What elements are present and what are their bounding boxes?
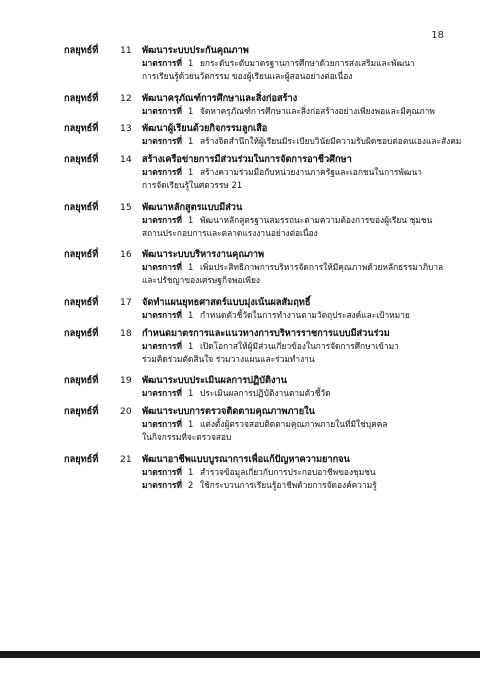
measure-text: เพิ่มประสิทธิภาพการบริหารจัดการให้มีคุณภาพด้วยหลักธรรมาภิบาล	[200, 262, 444, 273]
measure-row	[142, 105, 456, 118]
strategy-label: กลยุทธ์ที่	[64, 92, 99, 104]
strategy-block	[64, 453, 456, 497]
strategy-label: กลยุทธ์ที่	[64, 296, 99, 308]
measure-number: 1	[188, 136, 194, 147]
strategy-heading	[64, 122, 456, 135]
strategy-title: พัฒนาผู้เรียนด้วยกิจกรรมลูกเสือ	[142, 123, 268, 135]
measure-number: 1	[188, 105, 194, 116]
strategy-label: กลยุทธ์ที่	[64, 249, 99, 261]
strategy-heading	[64, 44, 456, 57]
measure-label: มาตรการที่	[142, 466, 182, 477]
measure-continuation: สถานประกอบการและตลาดแรงงานอย่างต่อเนื่อง	[142, 227, 318, 238]
measure-label: มาตรการที่	[142, 262, 182, 273]
measure-text: เปิดโอกาสให้ผู้มีส่วนเกี่ยวข้องในการจัดการศึกษาเข้ามา	[200, 340, 399, 351]
measure-label: มาตรการที่	[142, 309, 182, 320]
measure-label: มาตรการที่	[142, 214, 182, 225]
measure-continuation: และปรัชญาของเศรษฐกิจพอเพียง	[142, 275, 260, 286]
strategy-label: กลยุทธ์ที่	[64, 123, 99, 135]
strategy-title: กำหนดมาตรการและแนวทางการบริหารราชการแบบมีส่วนร่วม	[142, 327, 390, 339]
strategy-title: พัฒนาครุภัณฑ์การศึกษาและสิ่งก่อสร้าง	[142, 92, 298, 104]
strategy-label: กลยุทธ์ที่	[64, 154, 99, 166]
measure-label: มาตรการที่	[142, 340, 182, 351]
measure-label: มาตรการที่	[142, 105, 182, 116]
strategy-number: 17	[120, 296, 132, 308]
measure-row	[142, 166, 456, 179]
measure-text: ยกระดับระดับมาตรฐานการศึกษาด้วยการส่งเสริมและพัฒนา	[200, 58, 415, 68]
strategy-title: พัฒนาระบบการตรวจติดตามคุณภาพภายใน	[142, 406, 315, 418]
strategy-block	[64, 405, 456, 453]
strategy-number: 13	[120, 123, 132, 135]
measure-number: 1	[188, 388, 194, 399]
measure-row	[142, 418, 456, 431]
measure-number: 1	[188, 309, 194, 320]
measure-row	[142, 479, 456, 492]
strategy-number: 20	[120, 406, 132, 418]
strategy-title: พัฒนาระบบประเมินผลการปฏิบัติงาน	[142, 375, 287, 387]
strategy-title: จัดทำแผนยุทธศาสตร์แบบมุ่งเน้นผลสัมฤทธิ์	[142, 296, 311, 308]
measure-label: มาตรการที่	[142, 388, 182, 399]
measure-label: มาตรการที่	[142, 479, 182, 490]
strategy-block	[64, 248, 456, 296]
strategy-block	[64, 296, 456, 327]
measure-text: ใช้กระบวนการเรียนรู้อาชีพด้วยการจัดองค์ความรู้	[200, 479, 377, 490]
measure-row	[142, 309, 456, 322]
strategy-label: กลยุทธ์ที่	[64, 201, 99, 213]
strategy-number: 21	[120, 453, 132, 465]
strategy-heading	[64, 248, 456, 261]
measure-text: สร้างจิตสำนึกให้ผู้เรียนมีระเบียบวินัยมีความรับผิดชอบต่อตนเองและสังคม	[200, 136, 462, 147]
strategy-number: 18	[120, 327, 132, 339]
strategy-number: 19	[120, 375, 132, 387]
strategy-title: พัฒนาระบบประกันคุณภาพ	[142, 45, 249, 56]
measure-text: พัฒนาหลักสูตรฐานสมรรถนะตามความต้องการของผู้เรียน ชุมชน	[200, 214, 433, 225]
measure-row	[142, 340, 456, 353]
measure-row	[142, 387, 456, 400]
measure-text: สร้างความร่วมมือกับหน่วยงานภาครัฐและเอกชนในการพัฒนา	[200, 167, 422, 178]
strategy-title: พัฒนาหลักสูตรแบบมีส่วน	[142, 201, 243, 213]
strategy-title: พัฒนาอาชีพแบบบูรณาการเพื่อแก้ปัญหาความยากจน	[142, 453, 350, 465]
strategy-block	[64, 153, 456, 201]
strategy-heading	[64, 327, 456, 340]
strategy-heading	[64, 201, 456, 214]
strategy-heading	[64, 153, 456, 166]
measure-row	[142, 135, 462, 148]
measure-continuation: ในกิจกรรมที่จะตรวจสอบ	[142, 431, 232, 442]
measure-row	[142, 466, 456, 479]
measure-text: สำรวจข้อมูลเกี่ยวกับการประกอบอาชีพของชุมชน	[200, 466, 376, 477]
measure-number: 2	[188, 479, 194, 490]
strategy-heading	[64, 453, 456, 466]
strategy-block	[64, 122, 462, 153]
strategy-title: พัฒนาระบบบริหารงานคุณภาพ	[142, 249, 265, 261]
strategy-block	[64, 327, 456, 375]
measure-number: 1	[188, 58, 194, 68]
measure-continuation: การจัดเรียนรู้ในศตวรรษ 21	[142, 179, 243, 190]
measure-label: มาตรการที่	[142, 167, 182, 178]
measure-continuation: ร่วมคิดร่วมตัดสินใจ ร่วมวางแผนและร่วมทำงาน	[142, 353, 315, 364]
measure-label: มาตรการที่	[142, 419, 182, 430]
strategy-number: 16	[120, 249, 132, 261]
strategy-block	[64, 44, 456, 92]
strategy-list	[64, 44, 462, 496]
measure-text: ประเมินผลการปฏิบัติงานตามตัวชี้วัด	[200, 388, 331, 399]
strategy-heading	[64, 405, 456, 418]
measure-continuation: การเรียนรู้ด้วยนวัตกรรม ของผู้เรียนและผู้สอนอย่างต่อเนื่อง	[142, 70, 353, 81]
strategy-label: กลยุทธ์ที่	[64, 375, 99, 387]
measure-number: 1	[188, 419, 194, 430]
measure-label: มาตรการที่	[142, 58, 182, 68]
strategy-block	[64, 374, 456, 405]
strategy-number: 14	[120, 154, 132, 166]
strategy-label: กลยุทธ์ที่	[64, 45, 99, 56]
strategy-label: กลยุทธ์ที่	[64, 453, 99, 465]
page-number: 18	[431, 30, 444, 41]
strategy-heading	[64, 374, 456, 387]
strategy-label: กลยุทธ์ที่	[64, 327, 99, 339]
strategy-block	[64, 201, 456, 249]
measure-text: กำหนดตัวชี้วัดในการทำงานตามวัตถุประสงค์และเป้าหมาย	[200, 309, 410, 320]
strategy-spacer	[64, 491, 456, 496]
strategy-title: สร้างเครือข่ายการมีส่วนร่วมในการจัดการอาชีวศึกษา	[142, 154, 352, 166]
measure-number: 1	[188, 466, 194, 477]
measure-row	[142, 261, 456, 274]
measure-text: แต่งตั้งผู้ตรวจสอบติดตามคุณภาพภายในที่มีใช่บุคคล	[200, 419, 388, 430]
footer-rule	[0, 651, 480, 658]
strategy-number: 15	[120, 201, 132, 213]
strategy-number: 12	[120, 92, 132, 104]
measure-number: 1	[188, 214, 194, 225]
measure-number: 1	[188, 167, 194, 178]
measure-label: มาตรการที่	[142, 136, 182, 147]
strategy-heading	[64, 92, 456, 105]
strategy-number: 11	[120, 45, 132, 56]
measure-text: จัดหาครุภัณฑ์การศึกษาและสิ่งก่อสร้างอย่างเพียงพอและมีคุณภาพ	[200, 105, 435, 116]
measure-row	[142, 214, 456, 227]
strategy-label: กลยุทธ์ที่	[64, 406, 99, 418]
strategy-block	[64, 92, 456, 123]
strategy-heading	[64, 296, 456, 309]
measure-row	[142, 57, 456, 70]
measure-number: 1	[188, 340, 194, 351]
measure-number: 1	[188, 262, 194, 273]
